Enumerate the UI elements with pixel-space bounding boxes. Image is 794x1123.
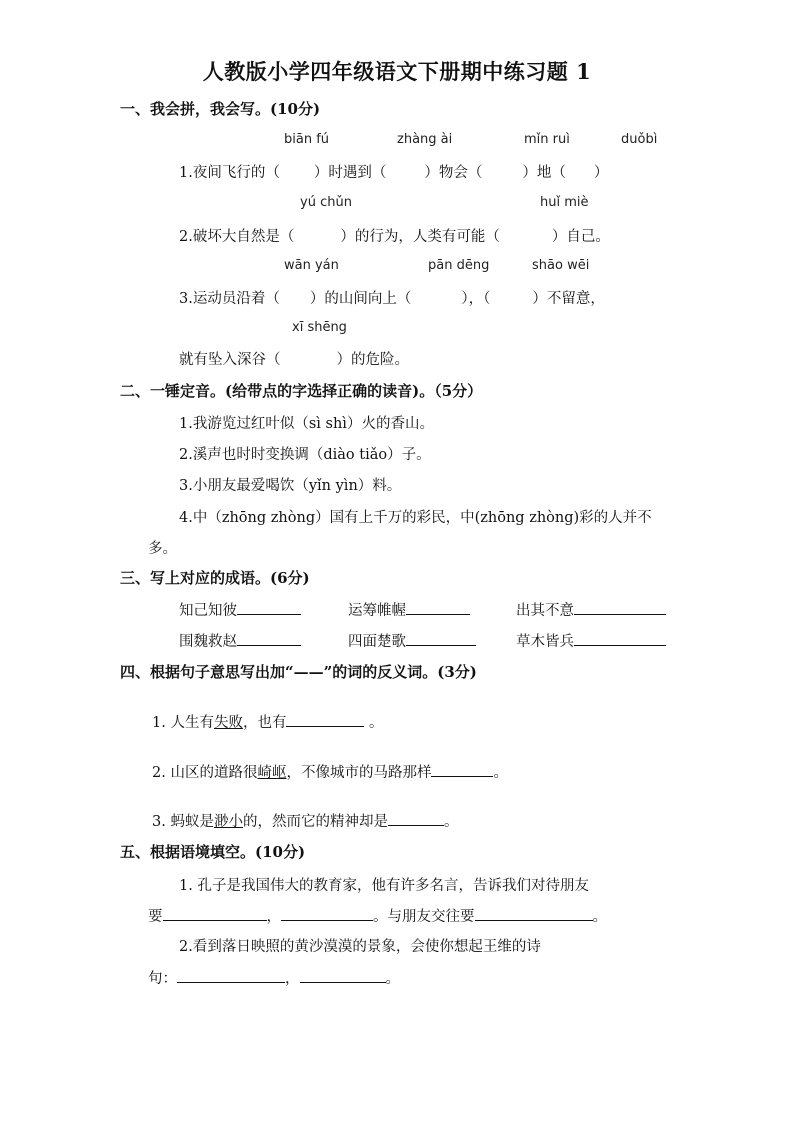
pinyin: zhàng ài xyxy=(397,132,453,147)
pinyin: biān fú xyxy=(284,132,330,147)
question-line: 要 ， 。与朋友交往要 。 xyxy=(148,905,607,926)
question-line: 1.夜间飞行的（ ）时遇到（ ）物会（ ）地（ ） xyxy=(179,165,609,181)
section-3-heading: 三、写上对应的成语。(6分) xyxy=(120,569,310,587)
question-line: 1. 人生有失败，也有 。 xyxy=(152,711,384,732)
pinyin: huǐ miè xyxy=(540,195,589,210)
question-line: 2.看到落日映照的黄沙漠漠的景象，会使你想起王维的诗 xyxy=(179,939,541,955)
pinyin: pān dēng xyxy=(428,258,490,273)
pinyin: yú chǔn xyxy=(300,195,352,210)
idiom-item: 知己知彼 xyxy=(179,599,301,620)
idiom-item: 草木皆兵 xyxy=(516,630,666,651)
pinyin: shāo wēi xyxy=(532,258,590,273)
pinyin: mǐn ruì xyxy=(524,132,570,147)
pinyin: duǒbì xyxy=(621,132,658,147)
page-title: 人教版小学四年级语文下册期中练习题 1 xyxy=(202,59,592,84)
idiom-item: 运筹帷幄 xyxy=(348,599,470,620)
question-line: 2. 山区的道路很崎岖，不像城市的马路那样 。 xyxy=(152,761,508,782)
underlined-word: 崎岖 xyxy=(257,765,287,781)
underlined-word: 渺小 xyxy=(213,814,243,830)
question-line: 2.破坏大自然是（ ）的行为，人类有可能（ ）自己。 xyxy=(179,229,610,245)
idiom-item: 四面楚歌 xyxy=(348,630,476,651)
underlined-word: 失败 xyxy=(213,715,243,731)
question-line: 就有坠入深谷（ ）的危险。 xyxy=(179,352,409,368)
question-line: 1.我游览过红叶似（sì shì）火的香山。 xyxy=(179,416,434,432)
idiom-item: 出其不意 xyxy=(516,599,666,620)
question-line: 2.溪声也时时变换调（diào tiǎo）子。 xyxy=(179,447,431,463)
section-1-heading: 一、我会拼，我会写。(10分) xyxy=(120,100,321,118)
section-2-heading: 二、一锤定音。(给带点的字选择正确的读音)。（5分） xyxy=(120,382,483,400)
section-5-heading: 五、根据语境填空。(10分) xyxy=(120,843,306,861)
question-line: 3. 蚂蚁是渺小的，然而它的精神却是 。 xyxy=(152,810,458,831)
idiom-item: 围魏救赵 xyxy=(179,630,301,651)
pinyin: wān yán xyxy=(284,258,339,273)
question-line: 4.中（zhōng zhòng）国有上千万的彩民，中(zhōng zhòng)彩的人并不 xyxy=(179,510,652,526)
question-line: 3.运动员沿着（ ）的山间向上（ ），（ ）不留意， xyxy=(179,291,605,307)
pinyin: xī shēng xyxy=(292,320,347,335)
question-line: 句： ， 。 xyxy=(148,967,400,988)
section-4-heading: 四、根据句子意思写出加“——”的词的反义词。(3分) xyxy=(120,663,477,681)
question-line: 3.小朋友最爱喝饮（yǐn yìn）料。 xyxy=(179,478,402,494)
question-line: 1. 孔子是我国伟大的教育家，他有许多名言，告诉我们对待朋友 xyxy=(179,878,589,894)
question-line: 多。 xyxy=(148,541,177,557)
